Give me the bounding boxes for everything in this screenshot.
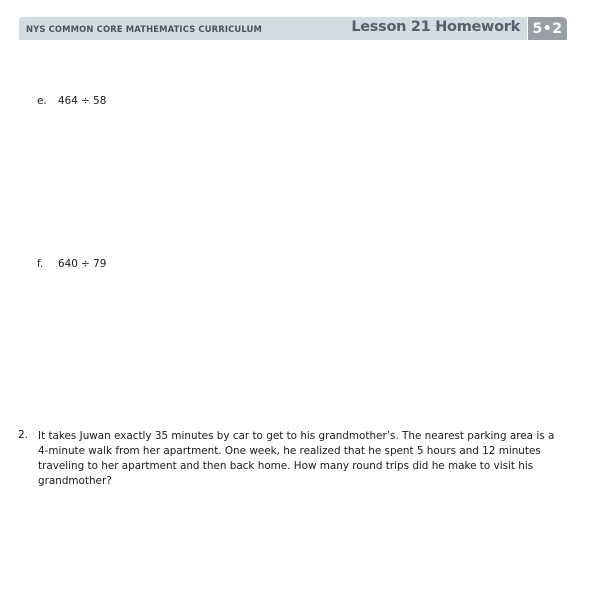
problem-expression: 640 ÷ 79 — [58, 258, 107, 270]
problem-label: e. — [37, 95, 47, 107]
question-text-line: grandmother? — [38, 475, 112, 487]
question-text-line: 4-minute walk from her apartment. One week, he realized that he spent 5 hours and 12 minutes — [38, 445, 541, 457]
question-text-line: traveling to her apartment and then back home. How many round trips did he make to visit his — [38, 460, 534, 472]
question-text-line: It takes Juwan exactly 35 minutes by car to get to his grandmother’s. The nearest parking area is a — [38, 430, 555, 442]
curriculum-title: NYS COMMON CORE MATHEMATICS CURRICULUM — [26, 24, 262, 34]
question-number: 2. — [18, 429, 28, 441]
page-header-bar — [19, 17, 527, 40]
grade-module-badge: 5•2 — [528, 17, 567, 40]
lesson-title: Lesson 21 Homework — [351, 19, 520, 35]
question-text — [38, 429, 555, 489]
problem-expression: 464 ÷ 58 — [58, 95, 107, 107]
problem-label: f. — [37, 258, 44, 270]
